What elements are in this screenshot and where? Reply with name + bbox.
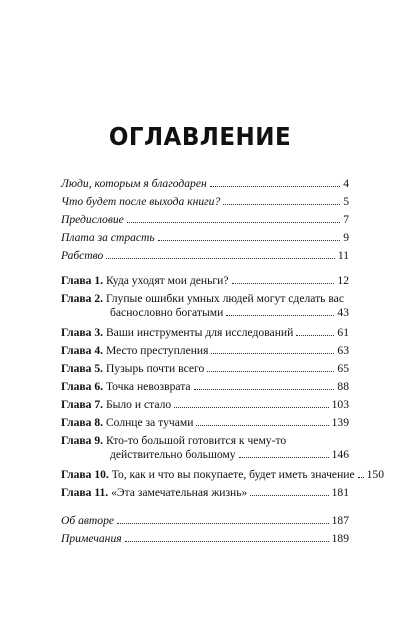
toc-entry-chapter: [61, 398, 349, 412]
leader-dots: [127, 222, 340, 223]
chapter-label: Глава 7.: [61, 398, 104, 411]
leader-dots: [158, 240, 341, 241]
toc-entry-chapter: [61, 434, 349, 462]
entry-page: 61: [337, 326, 349, 339]
entry-title: Ваши инструменты для исследований: [105, 326, 294, 339]
page-title: ОГЛАВЛЕНИЕ: [108, 122, 292, 151]
chapter-label: Глава 9.: [61, 434, 104, 447]
entry-title: Люди, которым я благодарен: [61, 177, 207, 190]
leader-dots: [223, 204, 340, 205]
entry-page: 187: [331, 514, 349, 527]
toc-entry-chapter: [61, 416, 349, 430]
chapter-label: Глава 4.: [61, 344, 104, 357]
leader-dots: [358, 477, 364, 478]
entry-page: 12: [337, 274, 349, 287]
toc-entry-front: [61, 249, 349, 263]
toc-entry-chapter: [61, 292, 349, 320]
toc-entry-chapter: [61, 486, 349, 500]
entry-title: Солнце за тучами: [105, 416, 194, 429]
entry-page: 139: [331, 416, 349, 429]
toc-entry-front: [61, 213, 349, 227]
chapter-label: Глава 3.: [61, 326, 104, 339]
leader-dots: [239, 457, 329, 458]
entry-page: 65: [337, 362, 349, 375]
entry-page: 63: [337, 344, 349, 357]
leader-dots: [194, 389, 335, 390]
toc-entry-chapter: [61, 274, 349, 288]
leader-dots: [296, 335, 334, 336]
toc-entry-front: [61, 177, 349, 191]
toc-entry-chapter: [61, 362, 349, 376]
entry-title: Плата за страсть: [61, 231, 155, 244]
toc-entry-back: [61, 514, 349, 528]
chapter-label: Глава 2.: [61, 292, 104, 305]
entry-title: Примечания: [61, 532, 122, 545]
toc-entry-back: [61, 532, 349, 546]
entry-title: Куда уходят мои деньги?: [105, 274, 229, 287]
entry-title: Предисловие: [61, 213, 124, 226]
toc-entry-chapter: [61, 380, 349, 394]
chapter-label: Глава 5.: [61, 362, 104, 375]
entry-title: Об авторе: [61, 514, 115, 527]
leader-dots: [232, 283, 335, 284]
toc-entry-chapter: [61, 468, 385, 482]
leader-dots: [125, 541, 329, 542]
entry-page: 103: [331, 398, 349, 411]
chapter-label: Глава 6.: [61, 380, 104, 393]
entry-title: Глупые ошибки умных людей могут сделать вас: [105, 292, 344, 305]
entry-page: 181: [331, 486, 349, 499]
toc-entry-front: [61, 195, 349, 209]
leader-dots: [250, 495, 328, 496]
leader-dots: [117, 523, 329, 524]
leader-dots: [211, 353, 334, 354]
entry-title: «Эта замечательная жизнь»: [111, 486, 248, 499]
leader-dots: [226, 315, 334, 316]
entry-page: 4: [343, 177, 349, 190]
entry-title: Пузырь почти всего: [105, 362, 205, 375]
chapter-label: Глава 10.: [61, 468, 109, 481]
toc-entry-front: [61, 231, 349, 245]
toc-entry-chapter: [61, 326, 349, 340]
toc-entry-chapter: [61, 344, 349, 358]
entry-page: 11: [337, 249, 349, 262]
entry-title: Точка невозврата: [105, 380, 191, 393]
chapter-label: Глава 8.: [61, 416, 104, 429]
entry-title: Рабство: [61, 249, 104, 262]
chapter-label: Глава 11.: [61, 486, 109, 499]
entry-page: 7: [343, 213, 349, 226]
entry-title-cont: действительно большому: [110, 448, 236, 461]
entry-title-cont: баснословно богатыми: [110, 306, 224, 319]
entry-title: Что будет после выхода книги?: [61, 195, 221, 208]
chapter-label: Глава 1.: [61, 274, 104, 287]
entry-page: 146: [331, 448, 349, 461]
entry-page: 5: [343, 195, 349, 208]
entry-page: 189: [331, 532, 349, 545]
entry-title: Место преступления: [105, 344, 209, 357]
entry-page: 9: [343, 231, 349, 244]
leader-dots: [174, 407, 328, 408]
leader-dots: [196, 425, 328, 426]
leader-dots: [207, 371, 334, 372]
entry-title: Было и стало: [105, 398, 172, 411]
leader-dots: [106, 258, 335, 259]
entry-page: 88: [337, 380, 349, 393]
leader-dots: [210, 186, 340, 187]
entry-page: 150: [366, 468, 385, 481]
entry-page: 43: [337, 306, 349, 319]
entry-title: Кто-то большой готовится к чему-то: [105, 434, 287, 447]
entry-title: То, как и что вы покупаете, будет иметь значение: [111, 468, 355, 481]
